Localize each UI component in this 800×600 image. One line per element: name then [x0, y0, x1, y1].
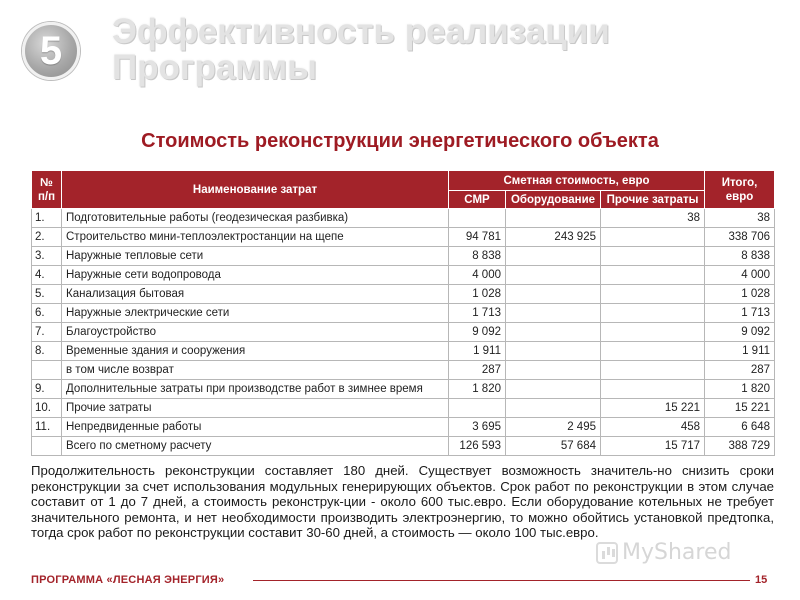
column-header-equipment: Оборудование: [506, 191, 601, 209]
row-other: 15 717: [601, 437, 705, 456]
page-number: 15: [755, 574, 768, 586]
row-number: 1.: [32, 209, 62, 228]
row-smr: 1 820: [449, 380, 506, 399]
row-equipment: 57 684: [506, 437, 601, 456]
row-number: 8.: [32, 342, 62, 361]
table-row: [32, 361, 775, 380]
row-equipment: [506, 361, 601, 380]
row-smr: 1 028: [449, 285, 506, 304]
row-equipment: [506, 399, 601, 418]
row-other: [601, 323, 705, 342]
row-other: [601, 266, 705, 285]
column-header-number: № п/п: [32, 171, 62, 209]
table-row: [32, 228, 775, 247]
row-other: [601, 380, 705, 399]
row-smr: 287: [449, 361, 506, 380]
row-number: 10.: [32, 399, 62, 418]
row-number: 6.: [32, 304, 62, 323]
row-smr: 3 695: [449, 418, 506, 437]
row-smr: [449, 399, 506, 418]
description-paragraph: Продолжительность реконструкции составляет 180 дней. Существует возможность значитель-но снизить сроки реконструкции за счет использования модульных генерирующих объектов. Срок работ по реконструкции в этом случае составит от 1 до 7 дней, а стоимость реконструк-ции - около 600 тыс.евро. Если оборудование котельных не требует значительного ремонта, и нет необходимости производить электроэнергию, то можно обойтись установкой предтопка, тогда срок работ по реконструкции составит 30-60 дней, а стоимость — около 100 тыс.евро.: [31, 463, 774, 541]
row-number: 5.: [32, 285, 62, 304]
row-name: Благоустройство: [62, 323, 449, 342]
row-other: 458: [601, 418, 705, 437]
row-equipment: [506, 380, 601, 399]
row-number: 3.: [32, 247, 62, 266]
row-other: [601, 361, 705, 380]
row-total: 38: [705, 209, 775, 228]
row-smr: 126 593: [449, 437, 506, 456]
watermark-text: MyShared: [622, 540, 732, 565]
row-total: 388 729: [705, 437, 775, 456]
column-header-name: Наименование затрат: [62, 171, 449, 209]
row-total: 9 092: [705, 323, 775, 342]
table-row: [32, 399, 775, 418]
table-row: [32, 266, 775, 285]
row-name: в том числе возврат: [62, 361, 449, 380]
row-smr: 4 000: [449, 266, 506, 285]
page-title: Эффективность реализации Программы: [112, 12, 610, 87]
column-header-total: Итого, евро: [705, 171, 775, 209]
row-name: Строительство мини-теплоэлектростанции на щепе: [62, 228, 449, 247]
row-total: 6 648: [705, 418, 775, 437]
column-header-other: Прочие затраты: [601, 191, 705, 209]
watermark: [596, 540, 731, 565]
row-total: 1 713: [705, 304, 775, 323]
row-other: 15 221: [601, 399, 705, 418]
row-number: [32, 361, 62, 380]
row-smr: 9 092: [449, 323, 506, 342]
section-number: 5: [39, 29, 63, 73]
row-smr: [449, 209, 506, 228]
row-number: 2.: [32, 228, 62, 247]
row-smr: 94 781: [449, 228, 506, 247]
row-other: [601, 304, 705, 323]
row-number: 9.: [32, 380, 62, 399]
row-total: 287: [705, 361, 775, 380]
footer-divider: [253, 580, 750, 581]
row-name: Подготовительные работы (геодезическая разбивка): [62, 209, 449, 228]
row-equipment: [506, 304, 601, 323]
table-title: Стоимость реконструкции энергетического объекта: [141, 130, 659, 152]
row-number: 11.: [32, 418, 62, 437]
row-equipment: [506, 342, 601, 361]
row-number: 4.: [32, 266, 62, 285]
table-row: [32, 247, 775, 266]
row-number: [32, 437, 62, 456]
row-name: Прочие затраты: [62, 399, 449, 418]
row-smr: 1 713: [449, 304, 506, 323]
row-equipment: [506, 247, 601, 266]
row-number: 7.: [32, 323, 62, 342]
row-total: 1 911: [705, 342, 775, 361]
row-equipment: [506, 209, 601, 228]
column-header-smr: СМР: [449, 191, 506, 209]
table-row: [32, 285, 775, 304]
row-name: Наружные электрические сети: [62, 304, 449, 323]
table-row: [32, 304, 775, 323]
row-smr: 1 911: [449, 342, 506, 361]
row-equipment: [506, 285, 601, 304]
column-header-estimate: Сметная стоимость, евро: [449, 171, 705, 191]
row-other: [601, 285, 705, 304]
section-number-badge: [22, 22, 80, 80]
row-name: Всего по сметному расчету: [62, 437, 449, 456]
row-total: 4 000: [705, 266, 775, 285]
row-other: [601, 247, 705, 266]
row-equipment: 2 495: [506, 418, 601, 437]
table-row: [32, 418, 775, 437]
row-equipment: [506, 323, 601, 342]
cost-table: [31, 170, 775, 456]
row-smr: 8 838: [449, 247, 506, 266]
row-name: Дополнительные затраты при производстве работ в зимнее время: [62, 380, 449, 399]
table-row: [32, 380, 775, 399]
table-row: [32, 342, 775, 361]
row-name: Временные здания и сооружения: [62, 342, 449, 361]
row-total: 15 221: [705, 399, 775, 418]
footer-program-label: ПРОГРАММА «ЛЕСНАЯ ЭНЕРГИЯ»: [31, 574, 228, 586]
row-equipment: [506, 266, 601, 285]
row-total: 338 706: [705, 228, 775, 247]
row-other: 38: [601, 209, 705, 228]
table-row: [32, 323, 775, 342]
row-name: Наружные сети водопровода: [62, 266, 449, 285]
row-total: 1 028: [705, 285, 775, 304]
row-name: Непредвиденные работы: [62, 418, 449, 437]
row-other: [601, 342, 705, 361]
table-row: [32, 209, 775, 228]
row-total: 1 820: [705, 380, 775, 399]
row-equipment: 243 925: [506, 228, 601, 247]
table-total-row: [32, 437, 775, 456]
row-total: 8 838: [705, 247, 775, 266]
row-name: Канализация бытовая: [62, 285, 449, 304]
row-name: Наружные тепловые сети: [62, 247, 449, 266]
chart-icon: [596, 542, 618, 564]
row-other: [601, 228, 705, 247]
